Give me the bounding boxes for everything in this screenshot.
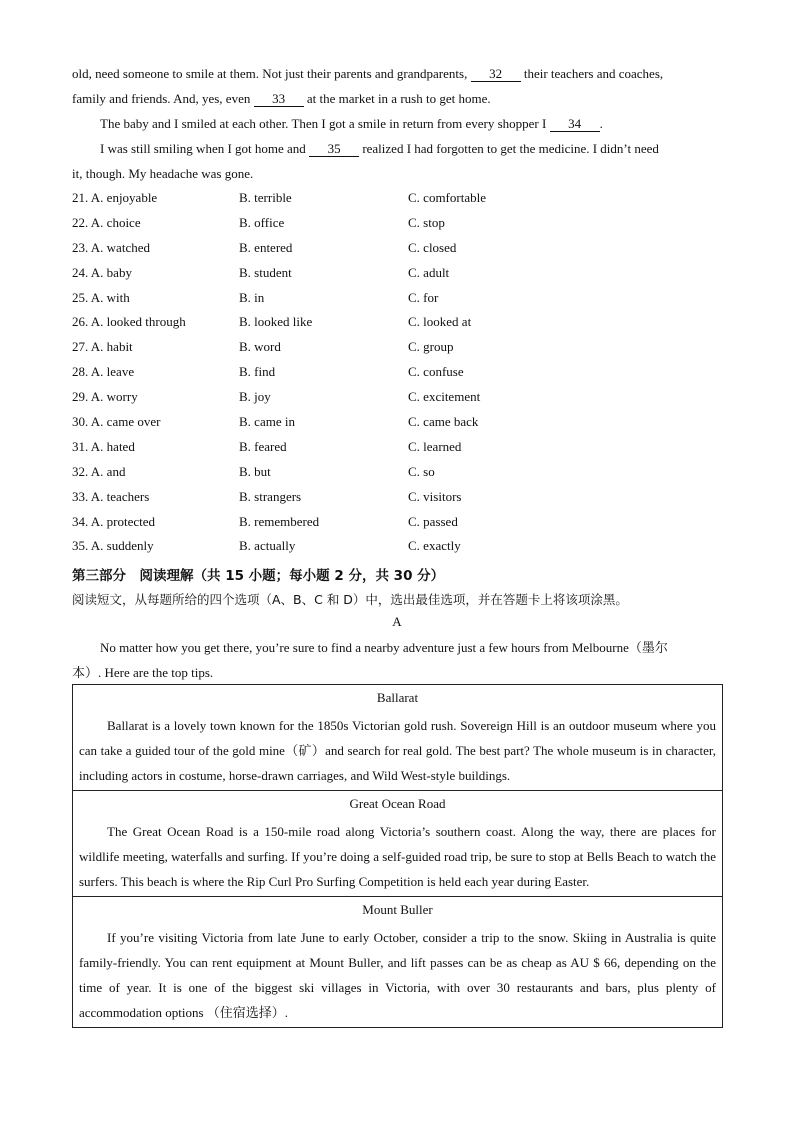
option-c: C. looked at [408,314,472,330]
cloze-text: realized I had forgotten to get the medicine. I didn’t need [359,141,659,156]
blank-32: 32 [471,67,521,82]
option-row [72,414,722,439]
option-row [72,265,722,290]
passage-intro-line-2: 本）. Here are the top tips. [72,665,214,680]
option-row [72,389,722,414]
option-a: 28. A. leave [72,364,135,380]
option-row [72,489,722,514]
option-row [72,464,722,489]
option-row [72,290,722,315]
option-b: B. strangers [239,488,302,504]
option-a: 30. A. came over [72,414,161,430]
section-title: 第三部分 阅读理解（共 15 小题；每小题 2 分，共 30 分） [72,568,445,584]
option-a: 23. A. watched [72,239,150,255]
option-c: C. for [408,289,439,305]
tip-cell [73,897,722,1027]
blank-33: 33 [254,92,304,107]
tips-table [72,684,723,1028]
option-a: 34. A. protected [72,513,156,529]
option-a: 26. A. looked through [72,314,186,330]
option-c: C. learned [408,438,462,454]
option-b: B. terrible [239,190,292,205]
option-a: 32. A. and [72,463,126,479]
options-list [72,190,722,563]
option-c: C. closed [408,239,457,255]
option-row [72,190,722,215]
tip-cell [73,685,722,791]
option-b: B. student [239,264,292,280]
option-row [72,439,722,464]
option-c: C. group [408,339,454,355]
cloze-line-5 [72,166,722,182]
tip-title: Great Ocean Road [349,796,446,811]
option-row [72,215,722,240]
option-c: C. comfortable [408,190,486,205]
option-row [72,364,722,389]
option-b: B. in [239,289,265,305]
option-row [72,538,722,563]
option-c: C. confuse [408,364,464,380]
tip-body: If you’re visiting Victoria from late June to early October, consider a trip to the snow. Skiing in Australia is quite family-friendly. You can rent equipment at Mount Buller, and lift passes can be as cheap as AU $ 66, depending on the time of year. It is one of the biggest ski villages in Victoria, with over 30 restaurants and bars, plus plenty of accommodation options （住宿选择）. [79,930,716,1020]
tip-title: Ballarat [376,690,419,705]
option-c: C. so [408,463,435,479]
tip-body: Ballarat is a lovely town known for the 1850s Victorian gold rush. Sovereign Hill is an outdoor museum where you can take a guided tour of the gold mine（矿）and search for real gold. The best part? The whole museum is in character, including actors in costume, horse-drawn carriages, and Wild West-style buildings. [79,718,716,783]
option-row [72,240,722,265]
option-c: C. stop [408,214,445,230]
cloze-line-4 [100,141,750,157]
option-a: 33. A. teachers [72,488,150,504]
blank-35: 35 [309,142,359,157]
option-c: C. excitement [408,389,481,405]
option-c: C. exactly [408,538,461,554]
cloze-text: family and friends. And, yes, even [72,91,254,106]
cloze-line-3 [100,116,750,132]
option-b: B. find [239,364,276,380]
option-a: 31. A. hated [72,438,135,454]
option-row [72,339,722,364]
option-b: B. office [239,214,285,230]
section-instruction: 阅读短文，从每题所给的四个选项（A、B、C 和 D）中，选出最佳选项，并在答题卡上将该项涂黑。 [72,592,628,607]
passage-intro-line-1: No matter how you get there, you’re sure to find a nearby adventure just a few hours from Melbourne（墨尔 [100,640,668,655]
option-c: C. came back [408,414,479,430]
tip-body: The Great Ocean Road is a 150-mile road along Victoria’s southern coast. Along the way, there are places for wildlife meeting, waterfalls and surfing. If you’re doing a self-guided road trip, be sure to stop at Bells Beach to watch the surfers. This beach is where the Rip Curl Pro Surfing Competition is held each year during Easter. [79,824,716,889]
option-a: 21. A. enjoyable [72,190,158,205]
tip-cell [73,791,722,897]
option-row [72,314,722,339]
option-b: B. actually [239,538,296,554]
option-c: C. visitors [408,488,462,504]
option-a: 25. A. with [72,289,130,305]
blank-34: 34 [550,117,600,132]
option-b: B. joy [239,389,271,405]
cloze-line-1 [72,66,722,82]
cloze-line-2 [72,91,722,107]
option-b: B. looked like [239,314,313,330]
option-b: B. word [239,339,281,355]
option-b: B. entered [239,239,293,255]
tip-title: Mount Buller [362,902,433,917]
option-b: B. came in [239,414,295,430]
option-row [72,514,722,539]
option-c: C. adult [408,264,450,280]
option-b: B. feared [239,438,287,454]
passage-letter: A [392,614,402,629]
option-a: 35. A. suddenly [72,538,154,554]
cloze-text: it, though. My headache was gone. [72,166,254,181]
option-c: C. passed [408,513,458,529]
option-a: 29. A. worry [72,389,138,405]
cloze-text: The baby and I smiled at each other. Then I got a smile in return from every shopper I [100,116,550,131]
option-b: B. but [239,463,271,479]
cloze-text: at the market in a rush to get home. [303,91,491,106]
option-a: 24. A. baby [72,264,132,280]
option-b: B. remembered [239,513,320,529]
cloze-text: old, need someone to smile at them. Not just their parents and grandparents, [72,66,471,81]
cloze-text: I was still smiling when I got home and [100,141,310,156]
option-a: 27. A. habit [72,339,133,355]
cloze-text: . [599,116,603,131]
cloze-text: their teachers and coaches, [520,66,664,81]
option-a: 22. A. choice [72,214,141,230]
